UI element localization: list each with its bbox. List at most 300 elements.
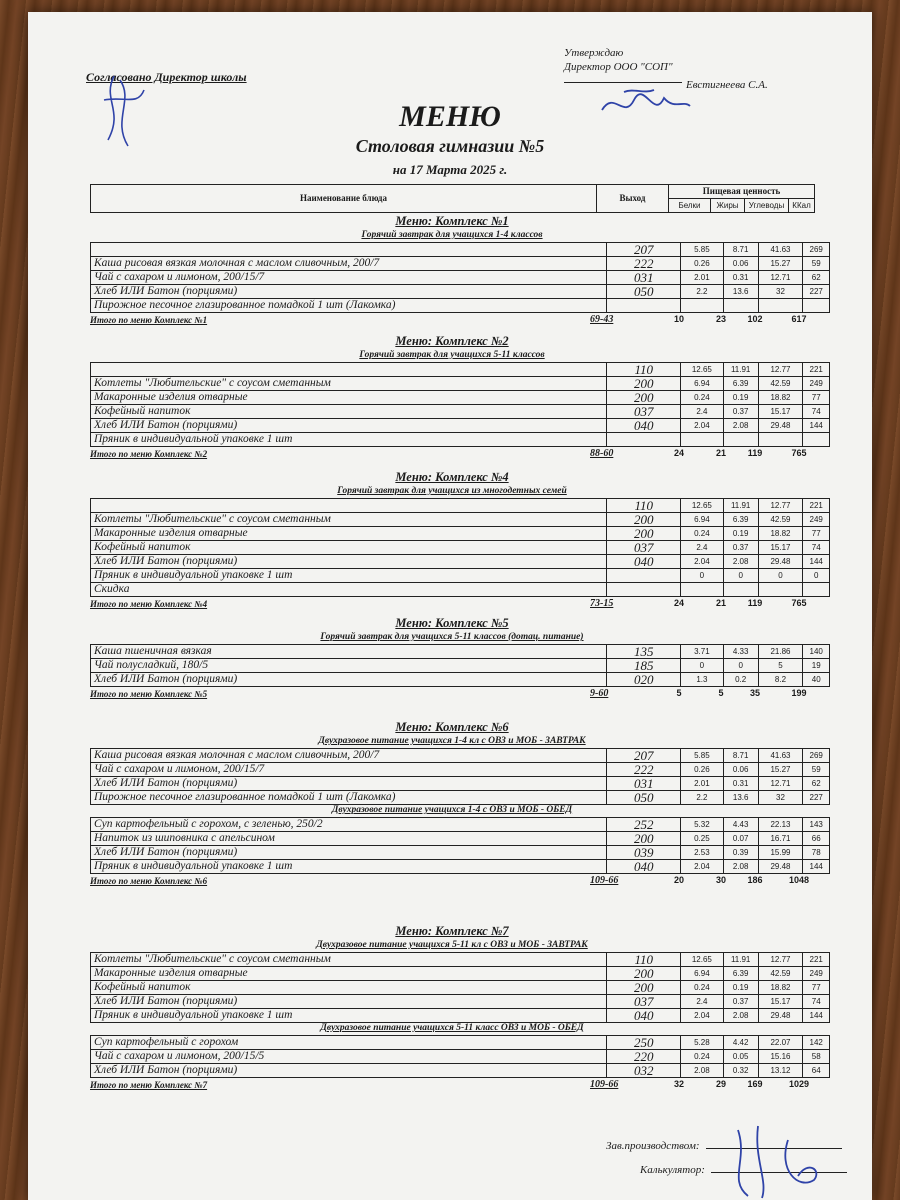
dish-output: 110 bbox=[607, 953, 680, 967]
calculator-label: Калькулятор: bbox=[640, 1164, 705, 1176]
dish-fats: 0.19 bbox=[723, 391, 758, 405]
total-kcal: 1048 bbox=[788, 875, 810, 885]
section-total bbox=[90, 1078, 814, 1092]
table-row bbox=[91, 285, 830, 299]
table-row bbox=[91, 541, 830, 555]
dish-proteins: 0.24 bbox=[680, 527, 723, 541]
dish-kcal: 249 bbox=[803, 377, 830, 391]
dish-kcal: 59 bbox=[803, 257, 830, 271]
dish-kcal: 0 bbox=[803, 569, 830, 583]
menu-table bbox=[90, 362, 830, 447]
dish-proteins: 2.53 bbox=[680, 846, 723, 860]
dish-kcal: 74 bbox=[803, 995, 830, 1009]
dish-output: 110 bbox=[607, 499, 680, 513]
dish-output: 040 bbox=[607, 419, 680, 433]
dish-name: Кофейный напиток bbox=[91, 405, 607, 419]
section-subtitle: Двухразовое питание учащихся 5-11 класс ОВЗ и МОБ - ОБЕД bbox=[320, 1023, 584, 1033]
dish-kcal: 62 bbox=[803, 271, 830, 285]
section-total bbox=[90, 313, 814, 327]
dish-kcal: 142 bbox=[803, 1036, 830, 1050]
dish-proteins: 0.25 bbox=[680, 832, 723, 846]
dish-carbs bbox=[758, 299, 803, 313]
col-fats-header: Жиры bbox=[711, 199, 745, 213]
total-label: Итого по меню Комплекс №5 bbox=[90, 689, 208, 699]
total-proteins: 32 bbox=[673, 1079, 684, 1089]
table-row bbox=[91, 749, 830, 763]
section-title: Меню: Комплекс №4 bbox=[395, 470, 509, 484]
menu-section bbox=[90, 616, 823, 701]
total-price: 73-15 bbox=[590, 598, 614, 609]
dish-carbs: 13.12 bbox=[758, 1064, 803, 1078]
section-total bbox=[90, 447, 814, 461]
menu-sheet bbox=[28, 12, 872, 1200]
dish-fats bbox=[723, 299, 758, 313]
dish-output: 200 bbox=[607, 513, 680, 527]
dish-kcal: 269 bbox=[803, 749, 830, 763]
dish-fats: 0.06 bbox=[723, 257, 758, 271]
dish-fats: 4.33 bbox=[723, 645, 758, 659]
dish-fats: 2.08 bbox=[723, 555, 758, 569]
dish-proteins: 5.85 bbox=[680, 243, 723, 257]
dish-proteins bbox=[680, 433, 723, 447]
total-kcal: 199 bbox=[791, 688, 807, 698]
table-row bbox=[91, 1036, 830, 1050]
dish-kcal: 227 bbox=[803, 285, 830, 299]
dish-proteins: 1.3 bbox=[680, 673, 723, 687]
menu-section bbox=[90, 924, 823, 1092]
table-row bbox=[91, 1009, 830, 1023]
dish-output: 032 bbox=[607, 1064, 680, 1078]
dish-carbs: 15.17 bbox=[758, 405, 803, 419]
dish-name: Хлеб ИЛИ Батон (порциями) bbox=[91, 995, 607, 1009]
menu-date: на 17 Марта 2025 г. bbox=[392, 162, 508, 177]
director-name: Евстигнеева С.А. bbox=[686, 79, 768, 91]
dish-name: Макаронные изделия отварные bbox=[91, 527, 607, 541]
dish-proteins: 2.4 bbox=[680, 995, 723, 1009]
dish-kcal: 62 bbox=[803, 777, 830, 791]
dish-name: Пряник в индивидуальной упаковке 1 шт bbox=[91, 1009, 607, 1023]
dish-carbs: 15.99 bbox=[758, 846, 803, 860]
table-row bbox=[91, 299, 830, 313]
table-row bbox=[91, 659, 830, 673]
dish-proteins: 2.2 bbox=[680, 791, 723, 805]
menu-section bbox=[90, 334, 823, 461]
dish-carbs: 18.82 bbox=[758, 981, 803, 995]
dish-name: Хлеб ИЛИ Батон (порциями) bbox=[91, 846, 607, 860]
dish-carbs: 29.48 bbox=[758, 1009, 803, 1023]
dish-output: 040 bbox=[607, 860, 680, 874]
dish-output: 037 bbox=[607, 995, 680, 1009]
dish-carbs: 29.48 bbox=[758, 860, 803, 874]
menu-table bbox=[90, 748, 830, 805]
total-proteins: 24 bbox=[673, 448, 684, 458]
dish-proteins: 5.28 bbox=[680, 1036, 723, 1050]
table-row bbox=[91, 981, 830, 995]
dish-proteins: 5.32 bbox=[680, 818, 723, 832]
dish-kcal bbox=[803, 583, 830, 597]
table-row bbox=[91, 433, 830, 447]
dish-proteins: 2.4 bbox=[680, 405, 723, 419]
dish-name: Котлеты "Любительские" с соусом сметанным bbox=[91, 377, 607, 391]
dish-name: Суп картофельный с горохом, с зеленью, 250/2 bbox=[91, 818, 607, 832]
total-kcal: 765 bbox=[791, 448, 807, 458]
dish-name: Пряник в индивидуальной упаковке 1 шт bbox=[91, 860, 607, 874]
table-row bbox=[91, 513, 830, 527]
menu-section bbox=[90, 720, 823, 888]
total-fats: 21 bbox=[715, 448, 726, 458]
total-proteins: 5 bbox=[676, 688, 682, 698]
dish-fats: 0.2 bbox=[723, 673, 758, 687]
dish-kcal: 77 bbox=[803, 391, 830, 405]
dish-carbs: 29.48 bbox=[758, 419, 803, 433]
dish-output: 031 bbox=[607, 777, 680, 791]
dish-proteins: 5.85 bbox=[680, 749, 723, 763]
total-label: Итого по меню Комплекс №2 bbox=[90, 449, 208, 459]
dish-proteins: 6.94 bbox=[680, 967, 723, 981]
dish-kcal: 74 bbox=[803, 405, 830, 419]
dish-kcal: 64 bbox=[803, 1064, 830, 1078]
dish-output bbox=[607, 569, 680, 583]
dish-kcal: 249 bbox=[803, 513, 830, 527]
dish-fats: 0.37 bbox=[723, 405, 758, 419]
total-carbs: 119 bbox=[747, 448, 763, 458]
dish-name: Каша рисовая вязкая молочная с маслом сливочным, 200/7 bbox=[91, 257, 607, 271]
table-row bbox=[91, 405, 830, 419]
dish-kcal: 140 bbox=[803, 645, 830, 659]
dish-carbs: 15.16 bbox=[758, 1050, 803, 1064]
dish-carbs: 22.07 bbox=[758, 1036, 803, 1050]
dish-carbs: 12.71 bbox=[758, 777, 803, 791]
section-title: Меню: Комплекс №5 bbox=[395, 616, 509, 630]
dish-name: Кофейный напиток bbox=[91, 541, 607, 555]
table-row bbox=[91, 555, 830, 569]
total-proteins: 20 bbox=[673, 875, 684, 885]
dish-kcal bbox=[803, 433, 830, 447]
total-fats: 23 bbox=[715, 314, 726, 324]
dish-kcal: 77 bbox=[803, 981, 830, 995]
col-kcal-header: ККал bbox=[789, 199, 815, 213]
dish-name: Каша пшеничная вязкая bbox=[91, 645, 607, 659]
dish-kcal: 144 bbox=[803, 860, 830, 874]
production-manager-label: Зав.производством: bbox=[606, 1140, 700, 1152]
dish-proteins: 0.26 bbox=[680, 763, 723, 777]
table-row bbox=[91, 995, 830, 1009]
section-title: Меню: Комплекс №6 bbox=[395, 720, 509, 734]
dish-kcal: 269 bbox=[803, 243, 830, 257]
dish-output: 200 bbox=[607, 527, 680, 541]
dish-proteins: 2.04 bbox=[680, 860, 723, 874]
table-row bbox=[91, 363, 830, 377]
section-subtitle: Горячий завтрак для учащихся 5-11 классов bbox=[359, 350, 545, 360]
section-title: Меню: Комплекс №7 bbox=[395, 924, 509, 938]
dish-output: 040 bbox=[607, 1009, 680, 1023]
section-total bbox=[90, 687, 814, 701]
table-row bbox=[91, 645, 830, 659]
dish-fats: 6.39 bbox=[723, 377, 758, 391]
dish-carbs bbox=[758, 433, 803, 447]
dish-proteins: 2.01 bbox=[680, 271, 723, 285]
dish-proteins: 2.04 bbox=[680, 419, 723, 433]
total-kcal: 617 bbox=[791, 314, 807, 324]
dish-proteins: 0 bbox=[680, 659, 723, 673]
dish-carbs: 29.48 bbox=[758, 555, 803, 569]
dish-fats: 0.05 bbox=[723, 1050, 758, 1064]
total-carbs: 169 bbox=[747, 1079, 763, 1089]
dish-carbs bbox=[758, 583, 803, 597]
dish-fats: 0 bbox=[723, 569, 758, 583]
dish-proteins: 0.24 bbox=[680, 1050, 723, 1064]
dish-kcal: 249 bbox=[803, 967, 830, 981]
dish-proteins: 0.26 bbox=[680, 257, 723, 271]
dish-fats: 4.43 bbox=[723, 818, 758, 832]
dish-output: 185 bbox=[607, 659, 680, 673]
dish-proteins: 12.65 bbox=[680, 363, 723, 377]
total-label: Итого по меню Комплекс №7 bbox=[90, 1080, 208, 1090]
dish-name: Кофейный напиток bbox=[91, 981, 607, 995]
dish-name: Пирожное песочное глазированное помадкой 1 шт (Лакомка) bbox=[91, 299, 607, 313]
dish-output bbox=[607, 583, 680, 597]
dish-kcal: 59 bbox=[803, 763, 830, 777]
dish-carbs: 18.82 bbox=[758, 527, 803, 541]
section-subtitle: Двухразовое питание учащихся 5-11 кл с ОВЗ и МОБ - ЗАВТРАК bbox=[316, 940, 588, 950]
table-row bbox=[91, 271, 830, 285]
page-subtitle: Столовая гимназии №5 bbox=[355, 136, 545, 156]
table-row bbox=[91, 419, 830, 433]
total-label: Итого по меню Комплекс №4 bbox=[90, 599, 208, 609]
dish-output: 200 bbox=[607, 832, 680, 846]
total-carbs: 35 bbox=[749, 688, 760, 698]
table-row bbox=[91, 1050, 830, 1064]
dish-name bbox=[91, 243, 607, 257]
table-row bbox=[91, 499, 830, 513]
dish-name bbox=[91, 363, 607, 377]
dish-fats: 0.32 bbox=[723, 1064, 758, 1078]
dish-output: 020 bbox=[607, 673, 680, 687]
dish-fats: 0.31 bbox=[723, 777, 758, 791]
dish-kcal: 74 bbox=[803, 541, 830, 555]
dish-name: Чай с сахаром и лимоном, 200/15/5 bbox=[91, 1050, 607, 1064]
dish-proteins bbox=[680, 299, 723, 313]
dish-output: 037 bbox=[607, 405, 680, 419]
dish-output: 207 bbox=[607, 749, 680, 763]
total-label: Итого по меню Комплекс №6 bbox=[90, 876, 208, 886]
table-row bbox=[91, 791, 830, 805]
dish-fats: 11.91 bbox=[723, 363, 758, 377]
dish-output: 039 bbox=[607, 846, 680, 860]
dish-proteins: 0.24 bbox=[680, 981, 723, 995]
dish-name: Макаронные изделия отварные bbox=[91, 391, 607, 405]
total-carbs: 186 bbox=[747, 875, 763, 885]
total-price: 9-60 bbox=[590, 688, 609, 699]
dish-name: Хлеб ИЛИ Батон (порциями) bbox=[91, 555, 607, 569]
dish-name: Напиток из шиповника с апельсином bbox=[91, 832, 607, 846]
table-row bbox=[91, 391, 830, 405]
dish-kcal: 227 bbox=[803, 791, 830, 805]
dish-proteins: 6.94 bbox=[680, 513, 723, 527]
dish-fats: 2.08 bbox=[723, 1009, 758, 1023]
director-label: Директор ООО "СОП" bbox=[564, 61, 673, 73]
total-kcal: 765 bbox=[791, 598, 807, 608]
dish-proteins: 2.01 bbox=[680, 777, 723, 791]
dish-carbs: 21.86 bbox=[758, 645, 803, 659]
dish-kcal: 77 bbox=[803, 527, 830, 541]
dish-output: 037 bbox=[607, 541, 680, 555]
section-title: Меню: Комплекс №1 bbox=[395, 214, 509, 228]
dish-fats: 11.91 bbox=[723, 499, 758, 513]
dish-kcal: 143 bbox=[803, 818, 830, 832]
dish-name: Чай полусладкий, 180/5 bbox=[91, 659, 607, 673]
total-fats: 21 bbox=[715, 598, 726, 608]
dish-output: 200 bbox=[607, 377, 680, 391]
dish-kcal: 221 bbox=[803, 363, 830, 377]
dish-kcal: 144 bbox=[803, 555, 830, 569]
dish-output: 200 bbox=[607, 967, 680, 981]
dish-fats: 0.07 bbox=[723, 832, 758, 846]
dish-fats: 0.19 bbox=[723, 527, 758, 541]
dish-fats: 0.39 bbox=[723, 846, 758, 860]
dish-fats: 0.06 bbox=[723, 763, 758, 777]
table-row bbox=[91, 860, 830, 874]
dish-name: Чай с сахаром и лимоном, 200/15/7 bbox=[91, 271, 607, 285]
dish-output: 050 bbox=[607, 791, 680, 805]
dish-carbs: 8.2 bbox=[758, 673, 803, 687]
dish-carbs: 42.59 bbox=[758, 967, 803, 981]
dish-fats: 0.19 bbox=[723, 981, 758, 995]
dish-carbs: 32 bbox=[758, 791, 803, 805]
dish-fats: 0.37 bbox=[723, 541, 758, 555]
dish-name: Каша рисовая вязкая молочная с маслом сливочным, 200/7 bbox=[91, 749, 607, 763]
dish-name: Хлеб ИЛИ Батон (порциями) bbox=[91, 1064, 607, 1078]
dish-carbs: 15.27 bbox=[758, 763, 803, 777]
table-row bbox=[91, 527, 830, 541]
dish-carbs: 41.63 bbox=[758, 749, 803, 763]
dish-fats: 8.71 bbox=[723, 243, 758, 257]
dish-kcal: 144 bbox=[803, 419, 830, 433]
dish-carbs: 12.77 bbox=[758, 953, 803, 967]
dish-proteins: 6.94 bbox=[680, 377, 723, 391]
dish-kcal: 66 bbox=[803, 832, 830, 846]
menu-table bbox=[90, 644, 830, 687]
dish-carbs: 15.17 bbox=[758, 995, 803, 1009]
total-price: 69-43 bbox=[590, 314, 614, 325]
section-total bbox=[90, 597, 814, 611]
dish-fats: 8.71 bbox=[723, 749, 758, 763]
total-price: 109-66 bbox=[590, 1079, 619, 1090]
menu-table bbox=[90, 1035, 830, 1078]
table-row bbox=[91, 243, 830, 257]
section-subtitle: Горячий завтрак для учащихся 1-4 классов bbox=[361, 230, 543, 240]
dish-carbs: 18.82 bbox=[758, 391, 803, 405]
section-subtitle: Двухразовое питание учащихся 1-4 с ОВЗ и МОБ - ОБЕД bbox=[331, 805, 573, 815]
dish-carbs: 42.59 bbox=[758, 513, 803, 527]
menu-table bbox=[90, 242, 830, 313]
dish-proteins: 0 bbox=[680, 569, 723, 583]
section-subtitle: Двухразовое питание учащихся 1-4 кл с ОВЗ и МОБ - ЗАВТРАК bbox=[318, 736, 586, 746]
dish-carbs: 32 bbox=[758, 285, 803, 299]
dish-kcal bbox=[803, 299, 830, 313]
page-title: МЕНЮ bbox=[399, 100, 501, 133]
dish-carbs: 12.71 bbox=[758, 271, 803, 285]
dish-fats: 0.37 bbox=[723, 995, 758, 1009]
table-row bbox=[91, 583, 830, 597]
approve-label: Утверждаю bbox=[564, 47, 624, 59]
total-fats: 29 bbox=[715, 1079, 726, 1089]
dish-name: Скидка bbox=[91, 583, 607, 597]
table-row bbox=[91, 569, 830, 583]
section-subtitle: Горячий завтрак для учащихся 5-11 классов (дотац. питание) bbox=[320, 632, 584, 642]
dish-output: 220 bbox=[607, 1050, 680, 1064]
dish-fats: 13.6 bbox=[723, 791, 758, 805]
dish-output: 110 bbox=[607, 363, 680, 377]
dish-kcal: 144 bbox=[803, 1009, 830, 1023]
dish-output bbox=[607, 299, 680, 313]
dish-kcal: 221 bbox=[803, 953, 830, 967]
dish-proteins: 3.71 bbox=[680, 645, 723, 659]
total-fats: 30 bbox=[715, 875, 726, 885]
dish-carbs: 15.17 bbox=[758, 541, 803, 555]
dish-fats: 4.42 bbox=[723, 1036, 758, 1050]
signature-bottom bbox=[718, 1120, 828, 1200]
dish-output: 250 bbox=[607, 1036, 680, 1050]
dish-proteins: 2.08 bbox=[680, 1064, 723, 1078]
dish-name bbox=[91, 499, 607, 513]
dish-fats bbox=[723, 583, 758, 597]
table-row bbox=[91, 846, 830, 860]
dish-name: Хлеб ИЛИ Батон (порциями) bbox=[91, 673, 607, 687]
dish-output: 031 bbox=[607, 271, 680, 285]
approval-right bbox=[564, 46, 768, 91]
table-row bbox=[91, 818, 830, 832]
dish-carbs: 0 bbox=[758, 569, 803, 583]
dish-name: Пряник в индивидуальной упаковке 1 шт bbox=[91, 433, 607, 447]
dish-name: Пряник в индивидуальной упаковке 1 шт bbox=[91, 569, 607, 583]
dish-carbs: 5 bbox=[758, 659, 803, 673]
column-header bbox=[90, 184, 815, 213]
table-row bbox=[91, 673, 830, 687]
dish-fats: 6.39 bbox=[723, 513, 758, 527]
col-proteins-header: Белки bbox=[669, 199, 711, 213]
dish-name: Макаронные изделия отварные bbox=[91, 967, 607, 981]
dish-name: Хлеб ИЛИ Батон (порциями) bbox=[91, 777, 607, 791]
dish-fats: 0.31 bbox=[723, 271, 758, 285]
dish-name: Хлеб ИЛИ Батон (порциями) bbox=[91, 285, 607, 299]
dish-kcal: 221 bbox=[803, 499, 830, 513]
dish-output: 135 bbox=[607, 645, 680, 659]
dish-proteins: 0.24 bbox=[680, 391, 723, 405]
dish-name: Пирожное песочное глазированное помадкой 1 шт (Лакомка) bbox=[91, 791, 607, 805]
dish-proteins: 2.04 bbox=[680, 1009, 723, 1023]
menu-table bbox=[90, 817, 830, 874]
dish-carbs: 15.27 bbox=[758, 257, 803, 271]
dish-output: 222 bbox=[607, 257, 680, 271]
dish-name: Чай с сахаром и лимоном, 200/15/7 bbox=[91, 763, 607, 777]
dish-output: 050 bbox=[607, 285, 680, 299]
dish-fats: 0 bbox=[723, 659, 758, 673]
dish-kcal: 58 bbox=[803, 1050, 830, 1064]
dish-name: Суп картофельный с горохом bbox=[91, 1036, 607, 1050]
col-nutrition-header: Пищевая ценность bbox=[669, 185, 815, 199]
section-subtitle: Горячий завтрак для учащихся из многодетных семей bbox=[337, 486, 567, 496]
col-name-header: Наименование блюда bbox=[91, 185, 597, 213]
dish-name: Котлеты "Любительские" с соусом сметанным bbox=[91, 953, 607, 967]
menu-section bbox=[90, 470, 823, 611]
table-row bbox=[91, 777, 830, 791]
col-carbs-header: Углеводы bbox=[745, 199, 789, 213]
total-kcal: 1029 bbox=[788, 1079, 810, 1089]
total-proteins: 10 bbox=[673, 314, 684, 324]
col-output-header: Выход bbox=[597, 185, 669, 213]
table-row bbox=[91, 257, 830, 271]
